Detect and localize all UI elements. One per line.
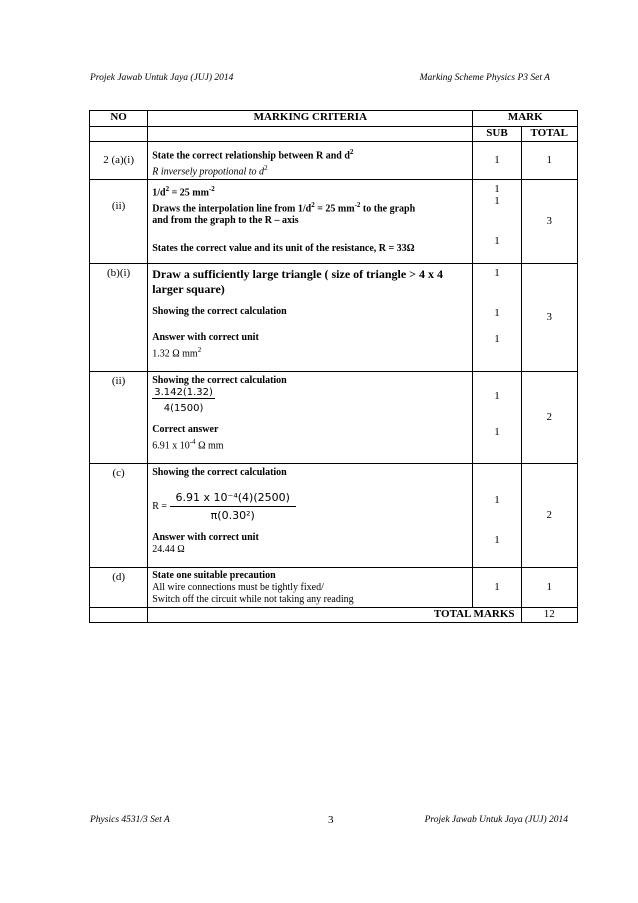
marking-table <box>89 110 578 623</box>
table-row: (d) State one suitable precaution All wire connections must be tightly fixed/ Switch off the circuit while not taking any reading 1 1 <box>90 567 578 607</box>
row-no: (ii) <box>90 371 148 463</box>
col-sub: SUB <box>473 127 521 142</box>
total-label: TOTAL MARKS <box>148 607 521 622</box>
header-left: Projek Jawab Untuk Jaya (JUJ) 2014 <box>90 73 234 83</box>
col-total: TOTAL <box>521 127 577 142</box>
footer-right: Projek Jawab Untuk Jaya (JUJ) 2014 <box>424 815 568 825</box>
table-row: (ii) $1/d^2 = 25$ $mm^{-2}$ Draws the interpolation line from $1/d^2 = 25$ $mm^{-2}$ to the graph and from the graph to the R – axis States the correct value and its unit of the resistance, R = 33Ω 1 1 1 3 <box>90 179 578 263</box>
fraction: $\frac{3.142(1.32)}{4(1500)}$ <box>154 386 213 414</box>
total-mark: 2 <box>521 371 577 463</box>
total-mark: 2 <box>521 463 577 567</box>
header-right: Marking Scheme Physics P3 Set A <box>419 73 550 83</box>
table-row: (ii) Showing the correct calculation $\frac{3.142(1.32)}{4(1500)}$ Correct answer 6.91 x $10^{-4}$ Ω mm 1 1 2 <box>90 371 578 463</box>
col-criteria: MARKING CRITERIA <box>148 111 473 127</box>
fraction: $\frac{\text{6.91 x 10⁻⁴(4)(2500)}}{\text{π(0.30²)}}$ <box>170 491 296 522</box>
total-row <box>90 607 578 622</box>
table-subhead-row <box>90 127 578 142</box>
sub-mark: 1 <box>473 142 521 180</box>
table-head-row <box>90 111 578 127</box>
row-no: (b)(i) <box>90 263 148 371</box>
total-mark: 1 <box>521 142 577 180</box>
row-no: (ii) <box>90 179 148 263</box>
total-mark: 3 <box>521 179 577 263</box>
row-no: (c) <box>90 463 148 567</box>
table-row: (c) Showing the correct calculation R = $\frac{\text{6.91 x 10⁻⁴(4)(2500)}}{\text{π(0.30²)}}$ Answer with correct unit 24.44 Ω 1 1 2 <box>90 463 578 567</box>
total-mark: 1 <box>521 567 577 607</box>
col-no: NO <box>90 111 148 127</box>
grand-total: 12 <box>521 607 577 622</box>
footer-left: Physics 4531/3 Set A <box>90 815 170 825</box>
total-mark: 3 <box>521 263 577 371</box>
row-no: 2 (a)(i) <box>90 142 148 180</box>
sub-mark: 1 <box>473 567 521 607</box>
page-number: 3 <box>328 814 334 826</box>
table-row: 2 (a)(i) State the correct relationship between R and $d^2$ R inversely propotional to $d^2$ 1 1 <box>90 142 578 180</box>
row-no: (d) <box>90 567 148 607</box>
col-mark: MARK <box>473 111 578 127</box>
table-row: (b)(i) Draw a sufficiently large triangle ( size of triangle > 4 x 4 larger square) Showing the correct calculation Answer with correct unit 1.32 Ω $mm^2$ 1 1 1 3 <box>90 263 578 371</box>
